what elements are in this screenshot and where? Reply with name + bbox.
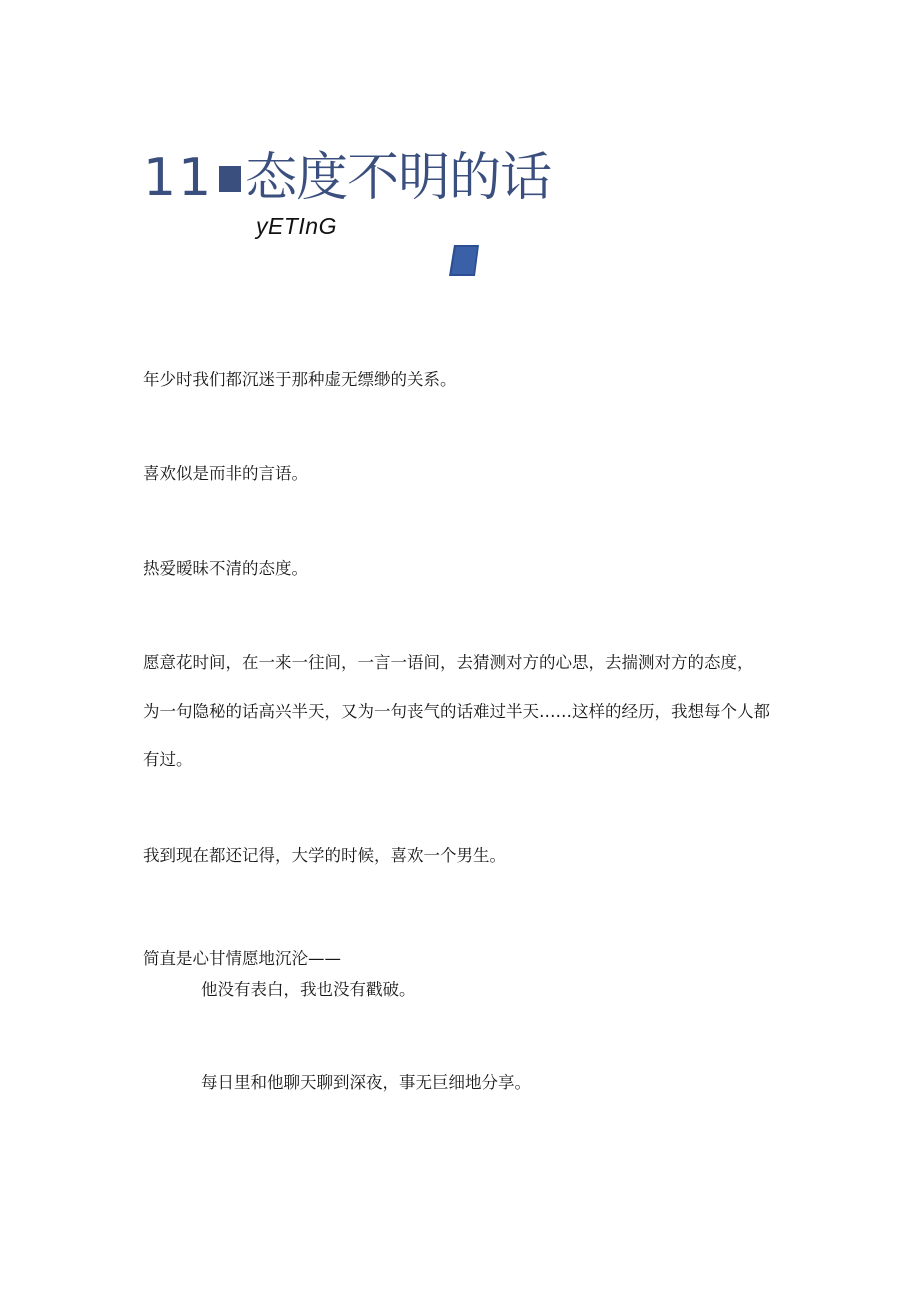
chapter-title-text: 态度不明的话 <box>245 148 552 208</box>
paragraph-5: 我到现在都还记得，大学的时候，喜欢一个男生。 <box>143 846 506 865</box>
chapter-number: 11 <box>143 148 214 208</box>
title-square-icon <box>219 166 241 192</box>
paragraph-3: 热爱暧昧不清的态度。 <box>143 559 308 578</box>
paragraph-6: 简直是心甘情愿地沉沦—— <box>143 949 341 968</box>
paragraph-4-line-1: 愿意花时间，在一来一往间，一言一语间，去猜测对方的心思，去揣测对方的态度， <box>143 653 754 672</box>
paragraph-4-line-3: 有过。 <box>143 750 193 769</box>
chapter-subtitle: yETInG <box>256 213 337 239</box>
chapter-title <box>143 146 551 210</box>
paragraph-8: 每日里和他聊天聊到深夜，事无巨细地分享。 <box>201 1073 531 1092</box>
paragraph-2: 喜欢似是而非的言语。 <box>143 464 308 483</box>
decorative-square-icon <box>449 245 479 276</box>
paragraph-4-line-2: 为一句隐秘的话高兴半天，又为一句丧气的话难过半天……这样的经历，我想每个人都 <box>143 702 770 721</box>
paragraph-7: 他没有表白，我也没有戳破。 <box>201 980 416 999</box>
paragraph-1: 年少时我们都沉迷于那种虚无缥缈的关系。 <box>143 370 457 389</box>
